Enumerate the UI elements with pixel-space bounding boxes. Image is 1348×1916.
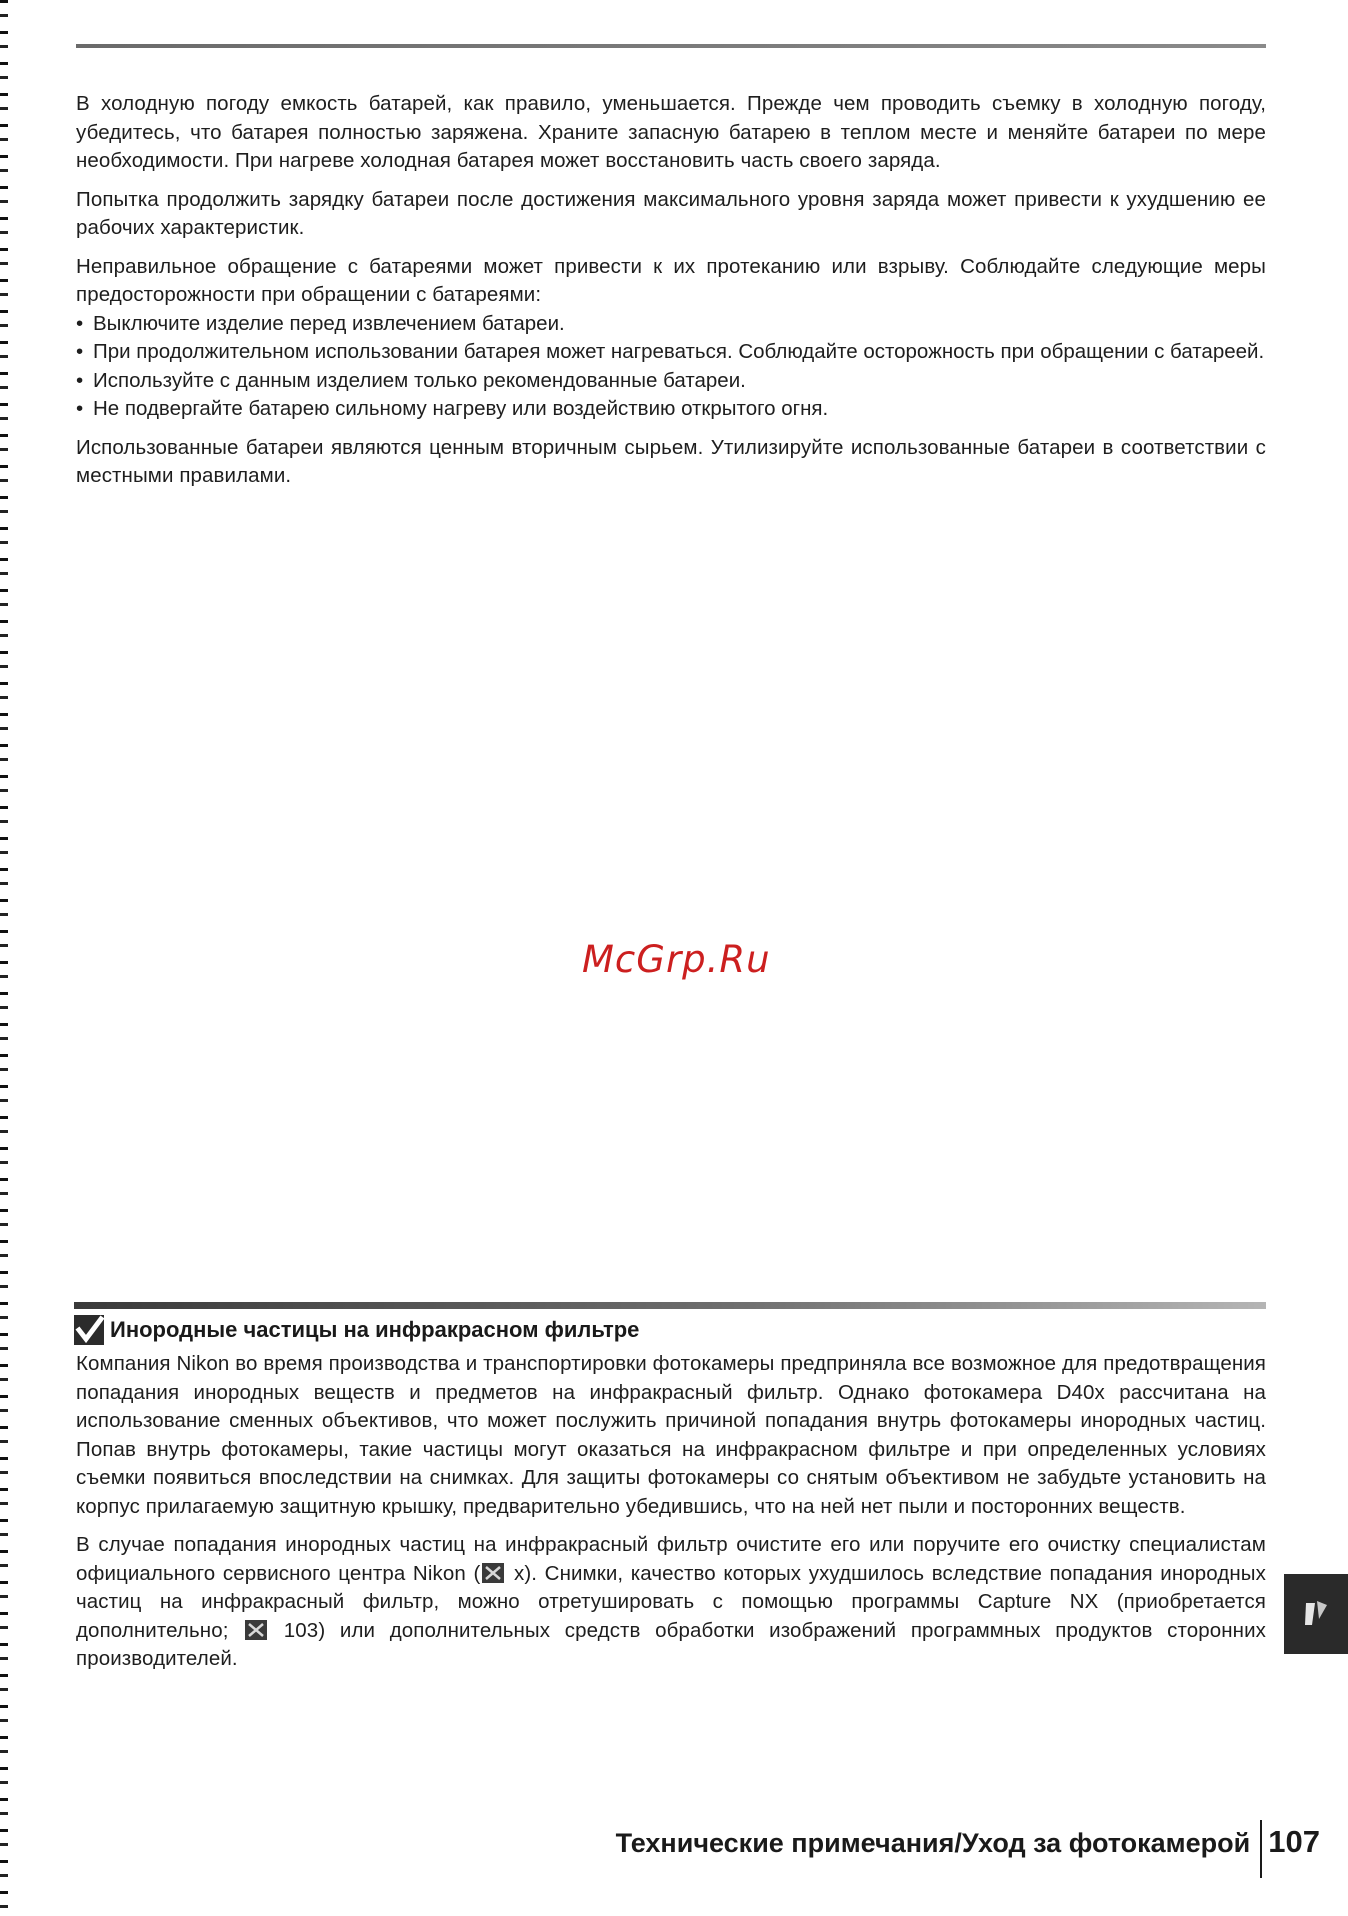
bullet-icon: • — [76, 340, 84, 363]
note-heading — [74, 1314, 639, 1346]
battery-section — [76, 90, 1266, 491]
note-rule — [74, 1302, 1266, 1309]
page-reference-icon — [245, 1620, 267, 1640]
paragraph-overcharge: Попытка продолжить зарядку батареи после достижения максимального уровня заряда может привести к ухудшению ее рабочих характеристик. — [76, 187, 1266, 239]
note-body — [76, 1350, 1266, 1674]
checkmark-icon — [74, 1315, 104, 1345]
paragraph-cold-weather: В холодную погоду емкость батарей, как правило, уменьшается. Прежде чем проводить съемку в холодную погоду, убедитесь, что батарея полностью заряжена. Храните запасную батарею в теплом месте и меняйте батареи по мере необходимости. При нагреве холодная батарея может восстановить часть своего заряда. — [76, 92, 1266, 172]
page-footer — [616, 1820, 1320, 1878]
bullet-icon: • — [76, 368, 84, 392]
scan-binding-edge — [0, 0, 8, 1916]
paragraph-recycling: Использованные батареи являются ценным вторичным сырьем. Утилизируйте использованные батареи в соответствии с местными правилами. — [76, 435, 1266, 487]
top-rule — [76, 44, 1266, 48]
watermark: McGrp.Ru — [582, 938, 771, 981]
list-item: • При продолжительном использовании батарея может нагреваться. Соблюдайте осторожность при обращении с батареей. — [76, 338, 1266, 367]
list-item: • Не подвергайте батарею сильному нагреву или воздействию открытого огня. — [76, 395, 1266, 424]
paragraph-handling: Неправильное обращение с батареями может привести к их протеканию или взрыву. Соблюдайте следующие меры предосторожности при обращении с батареями: — [76, 254, 1266, 306]
technical-notes-icon — [1301, 1597, 1331, 1631]
note-paragraph-prevention: Компания Nikon во время производства и транспортировки фотокамеры предприняла все возможное для предотвращения попадания инородных веществ и предметов на инфракрасный фильтр. Однако фотокамера D40x рассчитана на использование сменных объективов, что может послужить причиной попадания внутрь фотокамеры инородных частиц. Попав внутрь фотокамеры, такие частицы могут оказаться на инфракрасном фильтре и при определенных условиях съемки появиться впоследствии на снимках. Для защиты фотокамеры со снятым объективом не забудьте установить на корпус прилагаемую защитную крышку, предварительно убедившись, что на ней нет пыли и посторонних веществ. — [76, 1352, 1266, 1518]
page-number: 107 — [1268, 1824, 1320, 1859]
list-item: • Выключите изделие перед извлечением батареи. — [76, 310, 1266, 339]
bullet-icon: • — [76, 397, 84, 420]
note-paragraph-cleaning: В случае попадания инородных частиц на инфракрасный фильтр очистите его или поручите его очистку специалистам официального сервисного центра Nikon ( x). Снимки, качество которых ухудшилось вследствие попадания инородных частиц на инфракрасный фильтр, можно отретушировать с помощью программы Capture NX (приобретается дополнительно; 103) или дополнительных средств обработки изображений программных продуктов сторонних производителей. — [76, 1533, 1266, 1670]
page-reference[interactable]: x — [514, 1561, 525, 1585]
chapter-tab[interactable] — [1284, 1574, 1348, 1654]
footer-title: Технические примечания/Уход за фотокамерой — [615, 1828, 1251, 1858]
bullet-icon: • — [76, 311, 84, 335]
page-reference[interactable]: 103 — [283, 1618, 319, 1642]
note-title: Инородные частицы на инфракрасном фильтре — [110, 1317, 640, 1342]
page-reference-icon — [482, 1563, 504, 1583]
list-item: • Используйте с данным изделием только рекомендованные батареи. — [76, 367, 1266, 396]
precautions-list — [76, 310, 1266, 424]
